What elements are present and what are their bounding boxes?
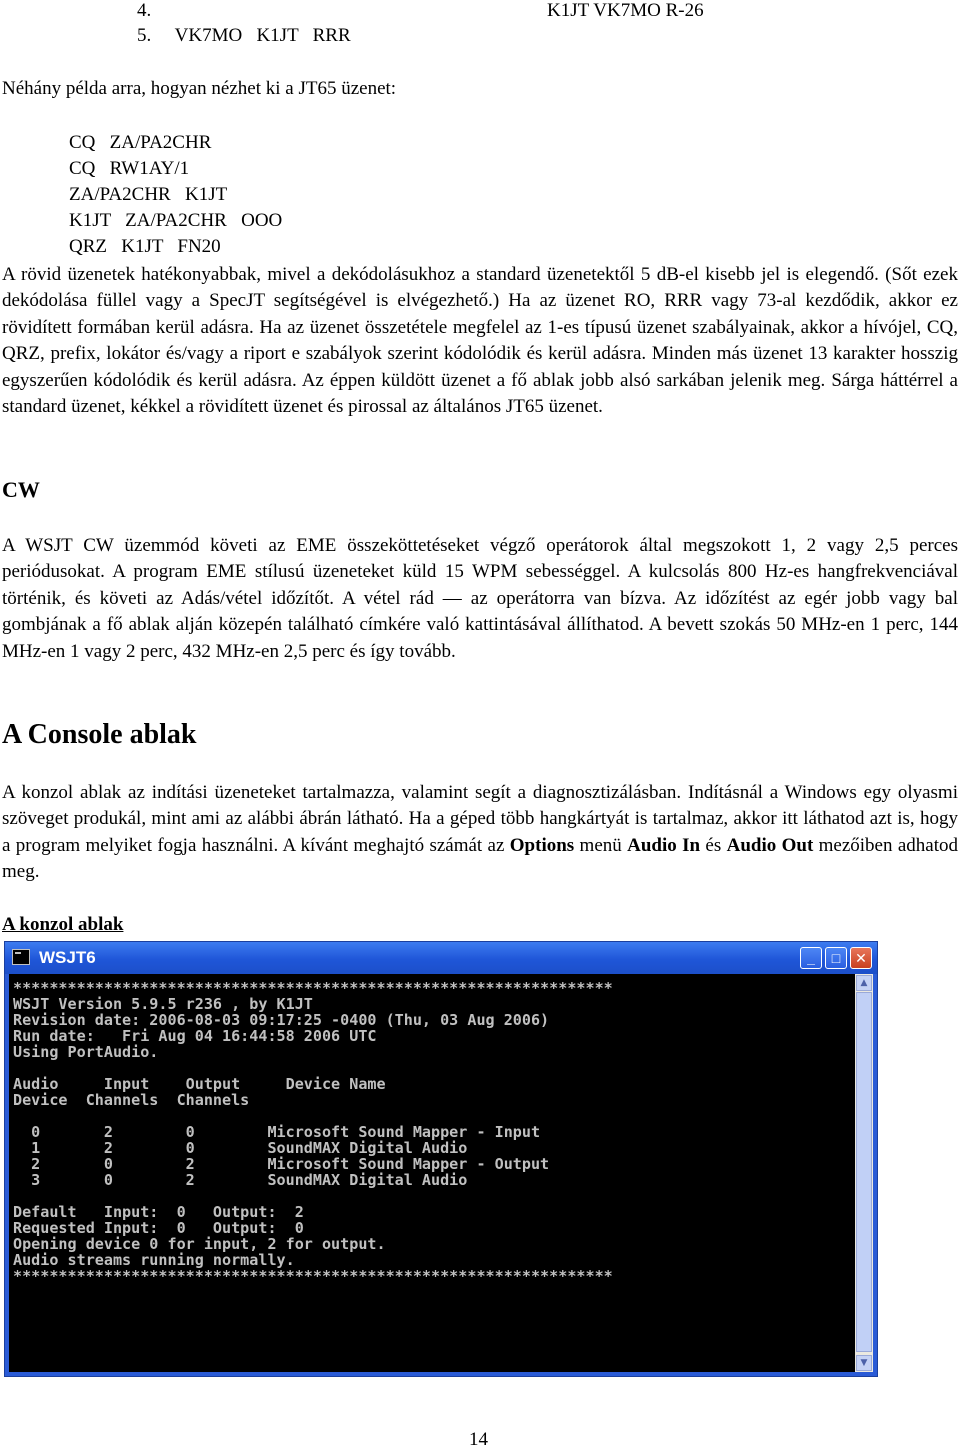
example-message: K1JT ZA/PA2CHR OOO xyxy=(69,210,283,231)
section-heading-cw: CW xyxy=(2,477,40,502)
list-item-4-number: 4. xyxy=(137,0,152,21)
maximize-button[interactable]: □ xyxy=(825,947,847,969)
console-titlebar[interactable] xyxy=(5,942,877,974)
console-text: ****************************************************************** WSJT Version 5.9.5 r236 , by K1JT Revision date: 2006-08-03 09:17:25 -0400 (Thu, 03 Aug 2006) Run date: Fri Aug 04 16:44:58 2006 UTC Using PortAudio. Audio Input Output Device Name Device Channels Channels 0 2 0 Microsoft Sound Mapper - Input 1 2 0 SoundMAX Digital Audio 2 0 2 Microsoft Sound Mapper - Output 3 0 2 SoundMAX Digital Audio Default Input: 0 Output: 2 Requested Input: 0 Output: 0 Opening device 0 for input, 2 for output. Audio streams running normally. ****************************************************************** xyxy=(13,979,613,1285)
console-window xyxy=(4,941,878,1377)
close-button[interactable]: ✕ xyxy=(850,947,872,969)
scroll-down-arrow-icon[interactable]: ▼ xyxy=(856,1355,872,1371)
example-message: CQ ZA/PA2CHR xyxy=(69,132,212,153)
minimize-button[interactable]: _ xyxy=(800,947,822,969)
list-item-4-message: K1JT VK7MO R-26 xyxy=(547,0,704,21)
console-output xyxy=(9,974,855,1372)
jt65-paragraph: A rövid üzenetek hatékonyabbak, mivel a dekódolásukhoz a standard üzenetektől 5 dB-el kisebb jel is elegendő. (Sőt ezek dekódolása füllel vagy a SpecJT segítségével is elvégezhető.) Ha az üzenet RO, RRR vagy 73-al kezdődik, akkor ez rövidített formában kerül adásra. Ha az üzenet összetétele megfelel az 1-es típusú üzenet szabályainak, akkor a hívójel, CQ, QRZ, prefix, lokátor és/vagy a riport e szabályok szerint kódolódik és kerül adásra. Minden más üzenet 13 karakter hosszig egyszerűen kódolódik és kerül adásra. Az éppen küldött üzenet a fő ablak jobb alsó sarkában jelenik meg. Sárga háttérrel a standard üzenet, kékkel a rövidített üzenet és pirossal az általános JT65 üzenet. xyxy=(2,264,958,418)
examples-intro: Néhány példa arra, hogyan nézhet ki a JT65 üzenet: xyxy=(2,78,397,99)
example-message: CQ RW1AY/1 xyxy=(69,158,190,179)
list-item-5: 5. VK7MO K1JT RRR xyxy=(137,25,351,46)
cw-paragraph: A WSJT CW üzemmód követi az EME összeköttetéseket végző operátorok által megszokott 1, 2 vagy 2,5 perces periódusokat. A program EME stílusú üzeneteket küld 15 WPM sebességgel. A kulcsolás 800 Hz-es hangfrekvenciával történik, és követi az Adás/vétel időzítőt. A vétel rád — az operátorra van bízva. Az időzítést az egér jobb vagy bal gombjának a fő ablak alján közepén található címkére való kattintásával állíthatod. A bevett szokás 50 MHz-en 1 perc, 144 MHz-en 1 vagy 2 perc, 432 MHz-en 2,5 perc és így tovább. xyxy=(2,535,958,662)
console-scrollbar[interactable] xyxy=(855,974,873,1372)
scroll-up-arrow-icon[interactable]: ▲ xyxy=(856,975,872,991)
console-paragraph: A konzol ablak az indítási üzeneteket tartalmazza, valamint segít a diagnosztizálásban. Indításnál a Windows egy olyasmi szöveget produkál, mint ami az alábbi ábrán látható. Ha a géped több hangkártyát is tartalmaz, akkor itt láthatod azt is, hogy a program melyiket fogja használni. A kívánt meghajtó számát az Options menü Audio In és Audio Out mezőiben adhatod meg. xyxy=(2,782,958,883)
example-message: ZA/PA2CHR K1JT xyxy=(69,184,228,205)
scrollbar-thumb[interactable] xyxy=(856,992,872,1352)
example-message: QRZ K1JT FN20 xyxy=(69,236,221,257)
console-window-icon xyxy=(12,949,30,965)
console-window-title: WSJT6 xyxy=(39,948,96,967)
figure-caption: A konzol ablak xyxy=(2,914,124,935)
page-number: 14 xyxy=(469,1429,488,1450)
section-heading-console: A Console ablak xyxy=(2,719,197,750)
